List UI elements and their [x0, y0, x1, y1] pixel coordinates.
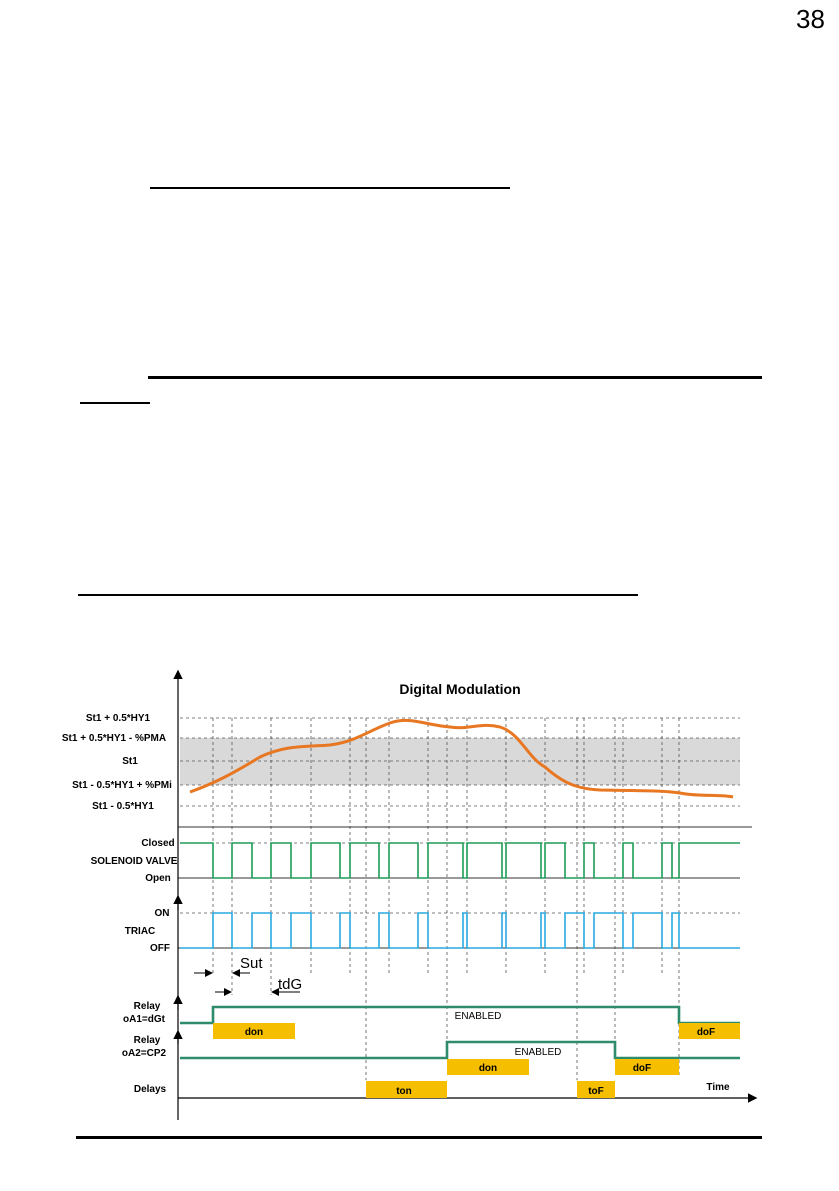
relay1-dof-label: doF	[696, 1027, 716, 1038]
triac-on-label: ON	[154, 908, 170, 919]
relay2-name: oA2=CP2	[121, 1048, 167, 1059]
relay2-don-label: don	[478, 1063, 498, 1074]
solenoid-open-label: Open	[145, 873, 171, 884]
relay2-state: ENABLED	[514, 1047, 562, 1058]
label-st1: St1	[122, 756, 138, 767]
relay1-title: Relay	[133, 1001, 161, 1012]
solenoid-closed-label: Closed	[141, 838, 175, 849]
tdg-label: tdG	[278, 976, 303, 993]
solenoid-valve-signal	[180, 843, 740, 878]
label-st1-plus-half-hy1: St1 + 0.5*HY1	[85, 713, 151, 724]
relay1-state: ENABLED	[454, 1011, 502, 1022]
triac-signal	[180, 913, 740, 948]
triac-name-label: TRIAC	[124, 926, 156, 937]
diagram-title: Digital Modulation	[399, 681, 521, 697]
modulation-band	[180, 738, 740, 785]
triac-off-label: OFF	[150, 943, 170, 954]
label-st1-plus-pmi: St1 - 0.5*HY1 + %PMi	[72, 780, 172, 791]
relay2-signal	[180, 1042, 740, 1058]
page-number: 38	[796, 4, 825, 34]
solenoid-name-label: SOLENOID VALVE	[90, 856, 178, 867]
sut-label: Sut	[240, 955, 263, 972]
delays-label: Delays	[133, 1084, 167, 1095]
time-axis-label: Time	[706, 1082, 730, 1093]
section-baselines	[178, 827, 752, 948]
label-st1-minus-pma: St1 + 0.5*HY1 - %PMA	[61, 733, 167, 744]
relay1-name: oA1=dGt	[123, 1014, 165, 1025]
label-st1-minus-half-hy1: St1 - 0.5*HY1	[92, 801, 154, 812]
ton-label: ton	[396, 1086, 412, 1097]
relay2-title: Relay	[133, 1035, 161, 1046]
tof-label: toF	[588, 1086, 604, 1097]
relay1-don-label: don	[244, 1027, 264, 1038]
relay2-dof-label: doF	[632, 1063, 652, 1074]
